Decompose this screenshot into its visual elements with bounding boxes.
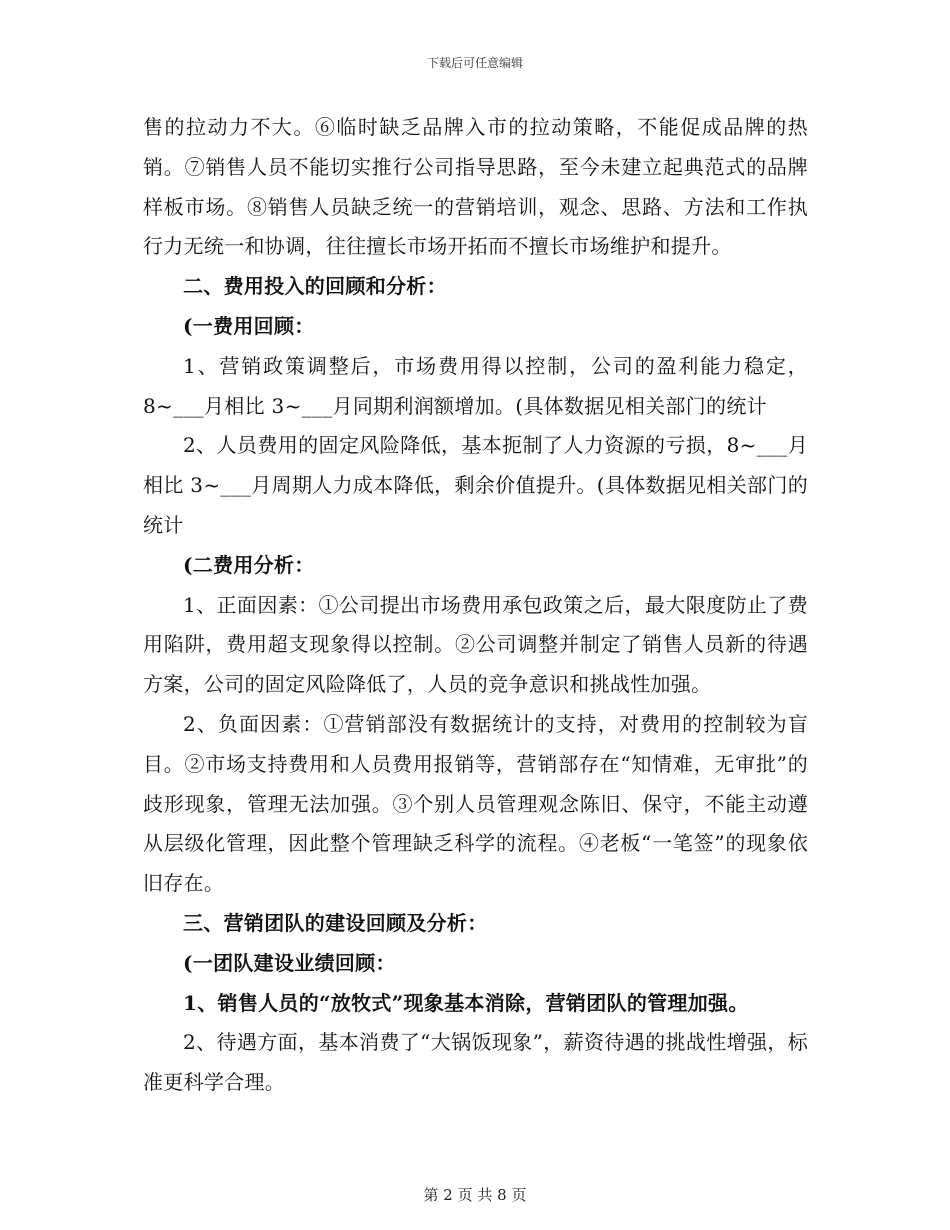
page-number: 第 2 页 共 8 页 — [423, 1186, 527, 1204]
paragraph-continuation: 售的拉动力不大。⑥临时缺乏品牌入市的拉动策略，不能促成品牌的热销。⑦销售人员不能切实推行公司指导思路，至今未建立起典范式的品牌样板市场。⑧销售人员缺乏统一的营销培训，观念、思路、方法和工作执行力无统一和协调，往往擅长市场开拓而不擅长市场维护和提升。 — [143, 115, 808, 259]
subheading-team-review: (一团队建设业绩回顾： — [183, 950, 396, 975]
paragraph-negative-factors: 2、负面因素：①营销部没有数据统计的支持，对费用的控制较为盲目。②市场支持费用和人员费用报销等，营销部存在“知情难，无审批”的歧形现象，管理无法加强。③个别人员管理观念陈旧、保守，不能主动遵从层级化管理，因此整个管理缺乏科学的流程。④老板“一笔签”的现象依旧存在。 — [143, 711, 808, 896]
document-body — [143, 108, 808, 1103]
paragraph-team-review-2: 2、待遇方面，基本消费了“大锅饭现象”，薪资待遇的挑战性增强，标准更科学合理。 — [143, 1030, 808, 1095]
page-header: 下载后可任意编辑 — [426, 56, 523, 70]
section-heading-team: 三、营销团队的建设回顾及分析： — [183, 910, 488, 935]
paragraph-cost-review-1: 1、营销政策调整后，市场费用得以控制，公司的盈利能力稳定，8~___月相比 3~___月同期利润额增加。(具体数据见相关部门的统计 — [143, 353, 808, 418]
section-heading-costs: 二、费用投入的回顾和分析： — [183, 274, 447, 299]
subheading-cost-review: (一费用回顾： — [183, 313, 315, 338]
subheading-cost-analysis: (二费用分析： — [183, 552, 315, 577]
paragraph-cost-review-2: 2、人员费用的固定风险降低，基本扼制了人力资源的亏损，8~___月相比 3~___月周期人力成本降低，剩余价值提升。(具体数据见相关部门的统计 — [143, 433, 808, 537]
paragraph-team-review-1: 1、销售人员的“放牧式”现象基本消除，营销团队的管理加强。 — [183, 990, 749, 1015]
paragraph-positive-factors: 1、正面因素：①公司提出市场费用承包政策之后，最大限度防止了费用陷阱，费用超支现象得以控制。②公司调整并制定了销售人员新的待遇方案，公司的固定风险降低了，人员的竞争意识和挑战性加强。 — [143, 592, 808, 697]
